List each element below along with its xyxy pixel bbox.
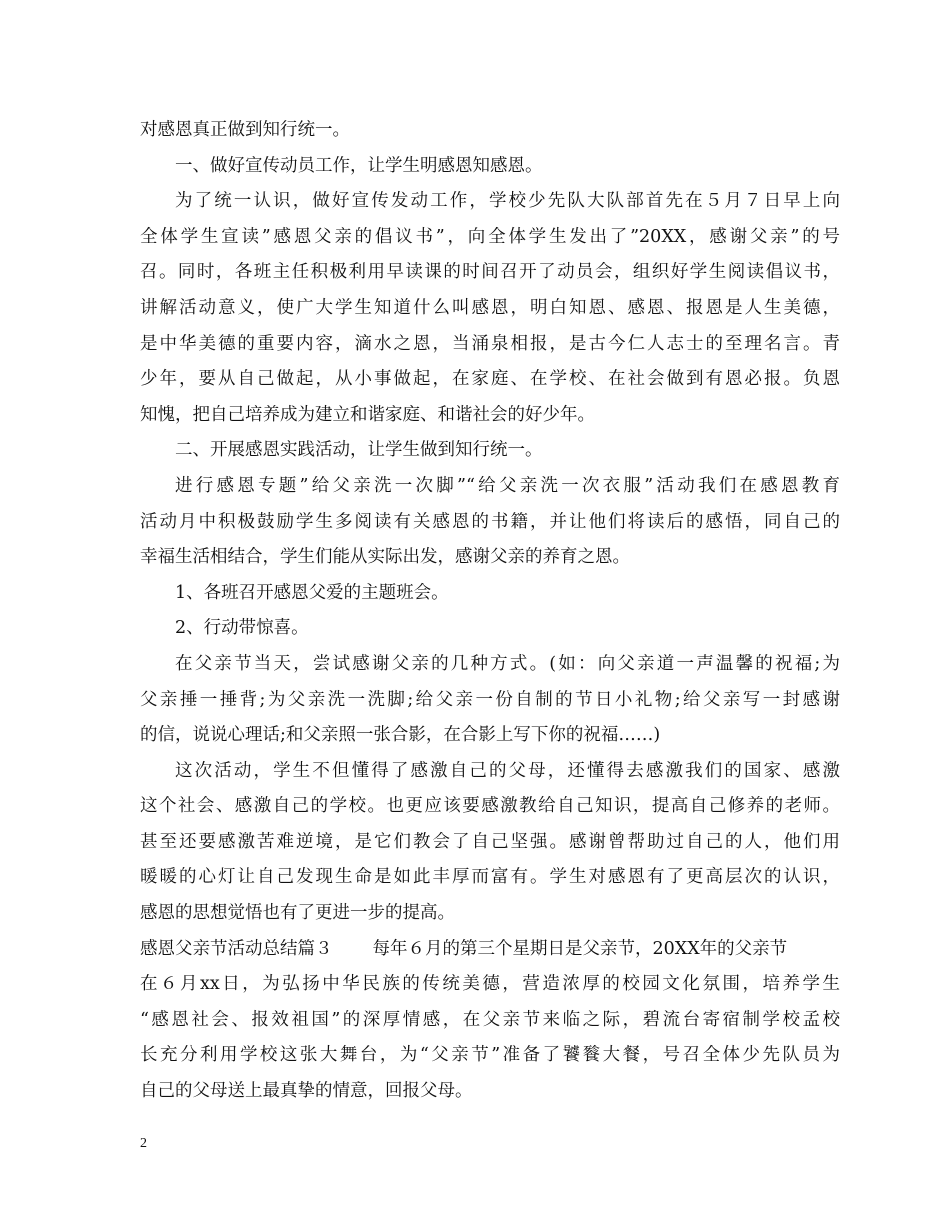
paragraph-line: 对感恩真正做到知行统一。 xyxy=(140,120,350,140)
section-title: 感恩父亲节活动总结篇３ xyxy=(140,938,333,959)
page-number: 2 xyxy=(140,1136,147,1151)
paragraph-text: 每年６月的第三个星期日是父亲节，20XX年的父亲节 xyxy=(372,938,788,959)
paragraph-line: 自己的父母送上最真挚的情意，回报父母。 xyxy=(140,1081,473,1102)
paragraph-line: 知愧，把自己培养成为建立和谐家庭、和谐社会的好少年。 xyxy=(140,404,595,425)
paragraph-line: 父亲捶一捶背;为父亲洗一洗脚;给父亲一份自制的节日小礼物;给父亲写一封感谢 xyxy=(140,689,840,710)
paragraph-line: 在父亲节当天，尝试感谢父亲的几种方式。(如：向父亲道一声温馨的祝福;为 xyxy=(175,653,840,674)
section-heading-1: 一、做好宣传动员工作，让学生明感恩知感恩。 xyxy=(175,155,543,176)
paragraph-line: 讲解活动意义，使广大学生知道什么叫感恩，明白知恩、感恩、报恩是人生美德， xyxy=(140,297,840,318)
paragraph-line: 活动月中积极鼓励学生多阅读有关感恩的书籍，并让他们将读后的感悟，同自己的 xyxy=(140,511,840,532)
paragraph-line: 在６月xx日，为弘扬中华民族的传统美德，营造浓厚的校园文化氛围，培养学生 xyxy=(140,974,840,995)
list-item: 1、各班召开感恩父爱的主题班会。 xyxy=(175,582,449,603)
list-item: 2、行动带惊喜。 xyxy=(175,618,309,639)
paragraph-line: 感恩的思想觉悟也有了更进一步的提高。 xyxy=(140,903,455,924)
paragraph-line: 全体学生宣读”感恩父亲的倡议书”，向全体学生发出了”20XX，感谢父亲”的号 xyxy=(140,226,840,247)
paragraph-line: 幸福生活相结合，学生们能从实际出发，感谢父亲的养育之恩。 xyxy=(140,547,630,568)
paragraph-line: 这个社会、感激自己的学校。也更应该要感激教给自己知识，提高自己修养的老师。 xyxy=(140,796,840,817)
paragraph-line: 召。同时，各班主任积极利用早读课的时间召开了动员会，组织好学生阅读倡议书， xyxy=(140,262,840,283)
paragraph-line: 少年，要从自己做起，从小事做起，在家庭、在学校、在社会做到有恩必报。负恩 xyxy=(140,369,840,390)
paragraph-line: 长充分利用学校这张大舞台，为“父亲节”准备了饕餮大餐，号召全体少先队员为 xyxy=(140,1045,840,1066)
document-body xyxy=(140,113,840,1110)
paragraph-line: 暖暖的心灯让自己发现生命是如此丰厚而富有。学生对感恩有了更高层次的认识， xyxy=(140,867,840,888)
paragraph-line: 的信，说说心理话;和父亲照一张合影，在合影上写下你的祝福……) xyxy=(140,725,661,746)
paragraph-line: “感恩社会、报效祖国”的深厚情感，在父亲节来临之际，碧流台寄宿制学校孟校 xyxy=(140,1009,840,1030)
paragraph-line: 是中华美德的重要内容，滴水之恩，当涌泉相报，是古今仁人志士的至理名言。青 xyxy=(140,333,840,354)
paragraph-line: 进行感恩专题”给父亲洗一次脚”“给父亲洗一次衣服”活动我们在感恩教育 xyxy=(175,475,840,496)
paragraph-line: 甚至还要感激苦难逆境，是它们教会了自己坚强。感谢曾帮助过自己的人，他们用 xyxy=(140,831,840,852)
section-heading-2: 二、开展感恩实践活动，让学生做到知行统一。 xyxy=(175,440,543,461)
paragraph-line: 为了统一认识，做好宣传发动工作，学校少先队大队部首先在５月７日早上向 xyxy=(175,191,840,212)
paragraph-line: 这次活动，学生不但懂得了感激自己的父母，还懂得去感激我们的国家、感激 xyxy=(175,760,840,781)
section-title-line xyxy=(140,932,840,968)
